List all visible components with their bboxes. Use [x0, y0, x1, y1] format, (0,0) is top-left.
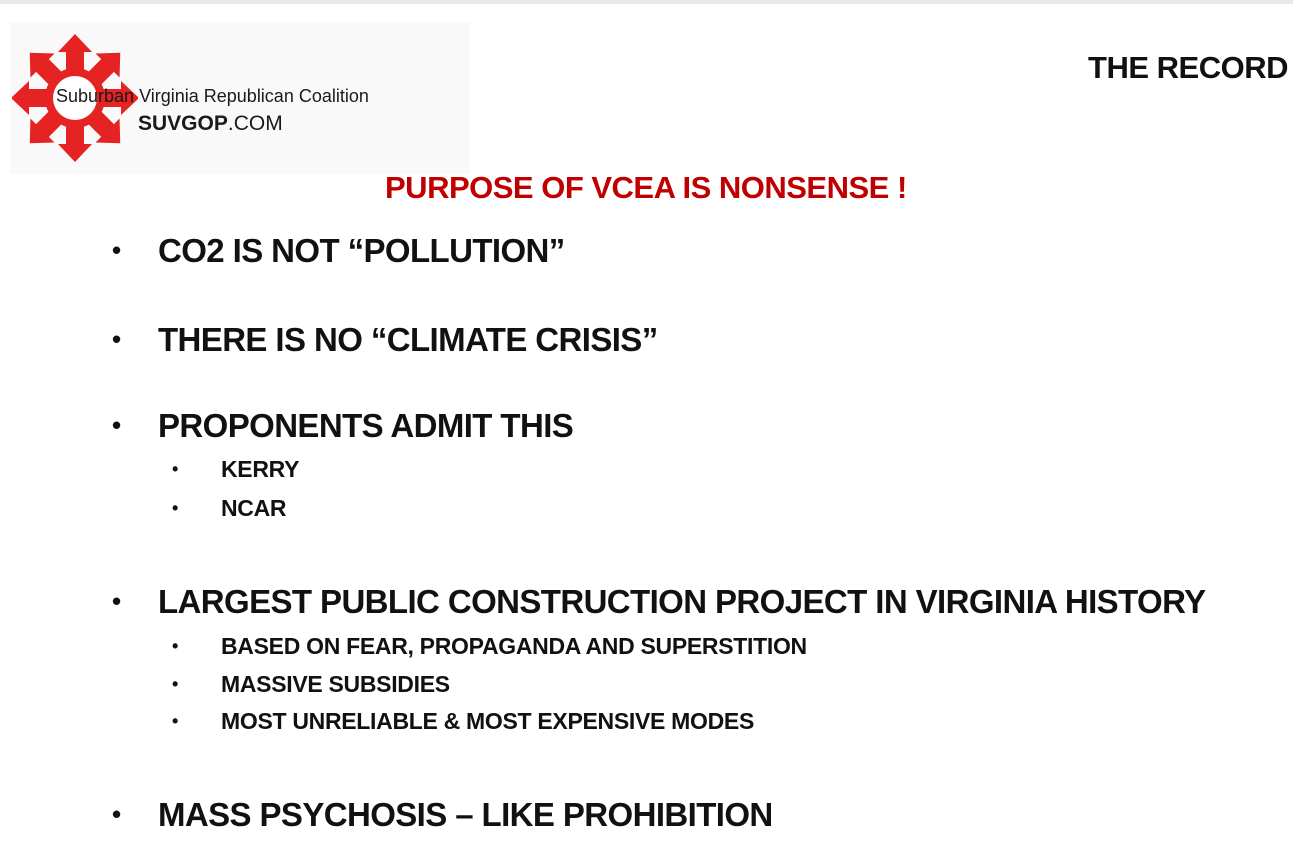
- section-label: THE RECORD: [1088, 50, 1288, 85]
- website-url: [138, 112, 283, 136]
- bullet-item: [112, 583, 1206, 621]
- sub-bullet-item: [172, 708, 754, 735]
- bullet-text: CO2 IS NOT “POLLUTION”: [158, 232, 565, 269]
- bullet-glyph: •: [112, 410, 121, 440]
- sub-bullet-item: [172, 456, 299, 483]
- bullet-item: [112, 232, 565, 270]
- sub-bullet-text: KERRY: [221, 456, 300, 482]
- sub-bullet-text: MASSIVE SUBSIDIES: [221, 671, 450, 697]
- sub-bullet-text: MOST UNRELIABLE & MOST EXPENSIVE MODES: [221, 708, 754, 734]
- sub-bullet-item: [172, 671, 450, 698]
- bullet-text: MASS PSYCHOSIS – LIKE PROHIBITION: [158, 796, 773, 833]
- sub-bullet-glyph: •: [172, 674, 179, 694]
- bullet-text: LARGEST PUBLIC CONSTRUCTION PROJECT IN VIRGINIA HISTORY: [158, 583, 1206, 620]
- sub-bullet-glyph: •: [172, 636, 179, 656]
- sub-bullet-glyph: •: [172, 711, 179, 731]
- logo-arrow: [58, 126, 92, 162]
- bullet-glyph: •: [112, 235, 121, 265]
- logo-arrow: [58, 34, 92, 70]
- top-border: [0, 0, 1293, 4]
- bullet-text: PROPONENTS ADMIT THIS: [158, 407, 574, 444]
- organization-name: Suburban Virginia Republican Coalition: [56, 86, 369, 106]
- sub-bullet-glyph: •: [172, 459, 179, 479]
- bullet-glyph: •: [112, 799, 121, 829]
- sub-bullet-text: NCAR: [221, 495, 287, 521]
- bullet-glyph: •: [112, 586, 121, 616]
- bullet-item: [112, 796, 773, 834]
- logo-arrow: [12, 81, 47, 115]
- bullet-text: THERE IS NO “CLIMATE CRISIS”: [158, 321, 658, 358]
- website-url-suffix: .COM: [227, 112, 283, 135]
- slide-title: PURPOSE OF VCEA IS NONSENSE !: [385, 170, 907, 205]
- sub-bullet-glyph: •: [172, 498, 179, 518]
- sub-bullet-text: BASED ON FEAR, PROPAGANDA AND SUPERSTITION: [221, 633, 807, 659]
- bullet-glyph: •: [112, 324, 121, 354]
- bullet-item: [112, 407, 573, 445]
- bullet-item: [112, 321, 658, 359]
- sub-bullet-item: [172, 633, 807, 660]
- website-url-bold: SUVGOP: [138, 112, 228, 135]
- sub-bullet-item: [172, 495, 286, 522]
